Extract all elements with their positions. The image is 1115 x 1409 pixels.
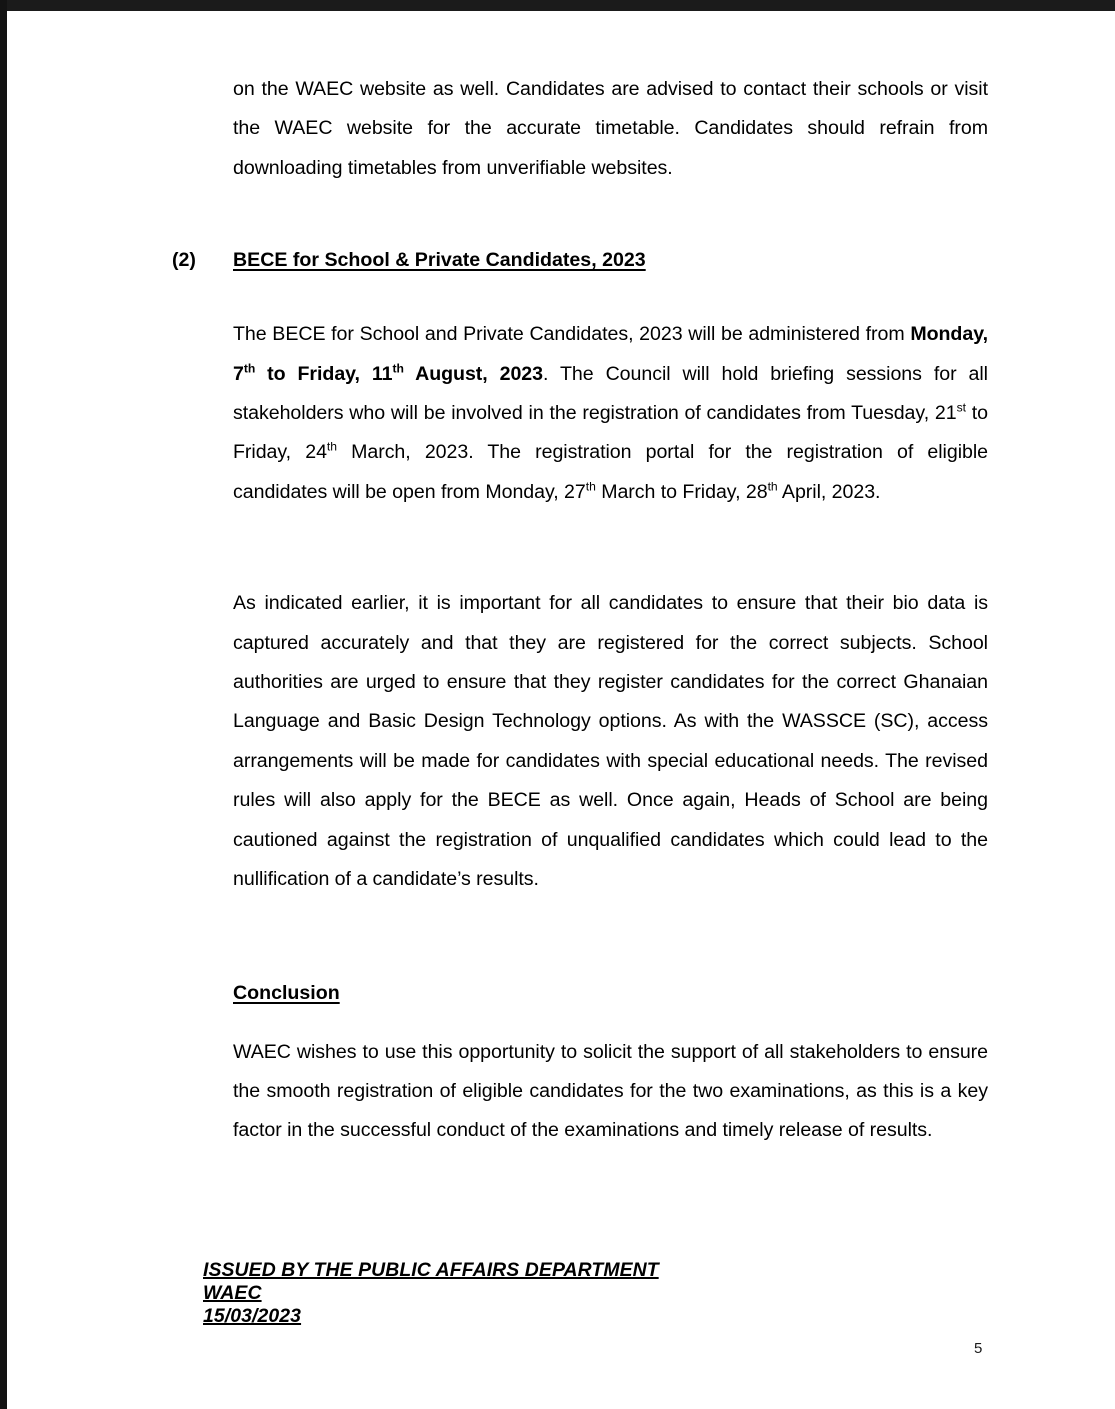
section-paragraph-registration: As indicated earlier, it is important for all candidates to ensure that their bio data is captured accurately and that they are registered for the correct subjects. School authorities are urged to ensure that they register candidates for the correct Ghanaian Language and Basic Design Technology options. As with the WASSCE (SC), access arrangements will be made for candidates with special educational needs. The revised rules will also apply for the BECE as well. Once again, Heads of School are being cautioned against the registration of unqualified candidates which could lead to the nullification of a candidate’s results. xyxy=(233,592,988,891)
spacer xyxy=(233,512,988,584)
text-run: March to Friday, 28 xyxy=(595,480,768,503)
ordinal-suffix: th xyxy=(585,479,596,494)
scan-edge-top xyxy=(0,0,1115,11)
ordinal-suffix: th xyxy=(767,479,778,494)
ordinal-suffix: st xyxy=(956,400,966,415)
issued-by-organisation: WAEC xyxy=(203,1282,262,1304)
document-page xyxy=(7,11,1115,1409)
ordinal-suffix: th xyxy=(392,361,404,376)
bold-run: August, 2023 xyxy=(403,362,544,385)
text-run: April, 2023. xyxy=(777,480,881,503)
page-number: 5 xyxy=(974,1340,983,1357)
section-title: BECE for School & Private Candidates, 2023 xyxy=(233,249,646,272)
section-paragraph-dates xyxy=(233,315,988,512)
ordinal-suffix: th xyxy=(243,361,256,376)
ordinal-suffix: th xyxy=(326,439,337,454)
text-run: The BECE for School and Private Candidates, 2023 will be administered from xyxy=(233,323,911,346)
issued-by-date: 15/03/2023 xyxy=(203,1305,302,1327)
conclusion-heading: Conclusion xyxy=(233,981,340,1004)
text-run: to Friday, 24 xyxy=(233,402,988,464)
text-run: . The Council will hold briefing sessions for all stakeholders who will be involved in the registration of candidates from Tuesday, 21 xyxy=(233,362,988,425)
spacer xyxy=(233,900,988,978)
conclusion-paragraph: WAEC wishes to use this opportunity to solicit the support of all stakeholders to ensure the smooth registration of eligible candidates for the two examinations, as this is a key factor in the successful conduct of the examinations and timely release of results. xyxy=(233,1040,988,1142)
section-heading xyxy=(172,243,988,277)
text-run: March, 2023. The registration portal for the registration of eligible candidates will be open from Monday, 27 xyxy=(233,441,988,503)
spacer xyxy=(233,188,988,243)
section-number: (2) xyxy=(172,249,196,272)
spacer xyxy=(233,277,988,315)
paragraph-continuation: on the WAEC website as well. Candidates are advised to contact their schools or visit the WAEC website for the accurate timetable. Candidates should refrain from downloading timetables from unverifiable websites. xyxy=(233,78,988,179)
spacer xyxy=(233,1008,988,1033)
document-body xyxy=(172,70,988,1151)
issued-by-block xyxy=(203,1259,903,1328)
bold-run: to Friday, 11 xyxy=(255,362,393,385)
bold-run: Monday, 7 xyxy=(233,323,988,385)
scan-edge-left xyxy=(0,0,7,1409)
issued-by-department: ISSUED BY THE PUBLIC AFFAIRS DEPARTMENT xyxy=(203,1259,659,1281)
